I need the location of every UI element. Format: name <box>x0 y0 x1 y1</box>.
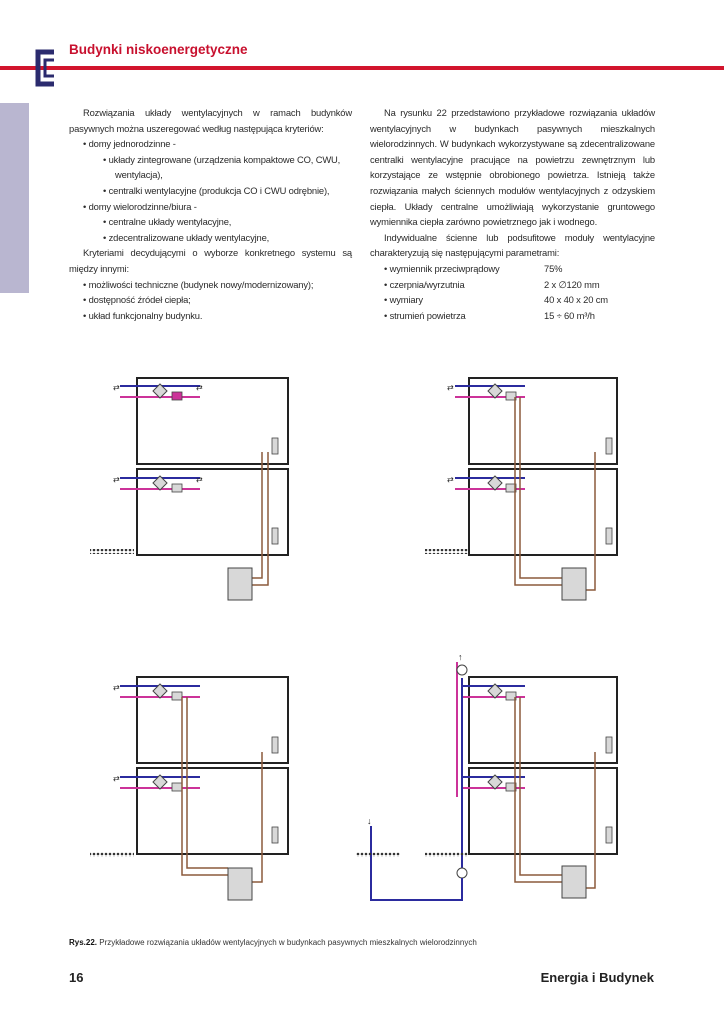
scheme-top-left <box>90 378 288 600</box>
caption-label: Rys.22. <box>69 938 98 947</box>
list-item: • dostępność źródeł ciepła; <box>83 294 191 306</box>
scheme-bottom-right <box>356 652 617 900</box>
list-item: • układ funkcjonalny budynku. <box>83 309 203 321</box>
figure-caption <box>69 938 477 947</box>
ventilation-diagram <box>0 350 724 930</box>
right-para-1: Na rysunku 22 przedstawiono przykładowe rozwiązania układów wentylacyjnych w budynkach pasywnych mieszkalnych wielorodzinnych. W budynkach wykorzystywane są zdecentralizowane centralki wentylacyjne pracujące na powietrzu zewnętrznym lub korzystające ze wstępnie obrobionego powietrza. Istnieją także rozwiązania małych ściennych modułów wentylacyjnych z odzyskiem ciepła. Układy centralne umożliwiają wykorzystanie gruntowego wymiennika ciepła zarówno powietrznego jak i wodnego. <box>370 107 655 228</box>
param-row: • strumień powietrza 15 ÷ 60 m³/h <box>384 309 595 321</box>
scheme-top-right <box>425 378 617 600</box>
param-row: • wymiary 40 x 40 x 20 cm <box>384 294 608 306</box>
page-number: 16 <box>69 970 84 985</box>
svg-text:⇄: ⇄ <box>447 475 454 484</box>
left-column <box>69 105 352 323</box>
magazine-title: Energia i Budynek <box>540 970 654 985</box>
left-intro: Rozwiązania układy wentylacyjnych w ramach budynków pasywnych można uszeregować według następująca kryteriów: <box>69 107 352 134</box>
svg-text:⇄: ⇄ <box>113 774 120 783</box>
list-item: • centralne układy wentylacyjne, <box>103 216 232 228</box>
header-logo <box>0 44 60 90</box>
right-column <box>370 105 655 323</box>
svg-text:↓: ↓ <box>367 816 372 826</box>
svg-text:⇄: ⇄ <box>113 383 120 392</box>
svg-text:⇄: ⇄ <box>447 383 454 392</box>
param-row: • czerpnia/wyrzutnia 2 x ∅120 mm <box>384 278 600 290</box>
svg-text:⇄: ⇄ <box>113 475 120 484</box>
svg-text:↑: ↑ <box>458 652 463 662</box>
param-row: • wymiennik przeciwprądowy 75% <box>384 262 563 274</box>
svg-text:⇄: ⇄ <box>196 383 203 392</box>
left-criteria: Kryteriami decydującymi o wyborze konkretnego systemu są między innymi: <box>69 247 352 274</box>
list-item: • centralki wentylacyjne (produkcja CO i CWU odrębnie), <box>103 184 330 196</box>
page-header-title: Budynki niskoenergetyczne <box>69 42 248 57</box>
header-rule <box>60 66 724 70</box>
list-item: • domy jednorodzinne - <box>83 138 176 150</box>
svg-text:⇄: ⇄ <box>113 683 120 692</box>
list-item: • układy zintegrowane (urządzenia kompaktowe CO, CWU, <box>103 153 341 165</box>
list-item: • domy wielorodzinne/biura - <box>83 200 197 212</box>
list-item: wentylacja), <box>115 169 163 181</box>
svg-text:⇄: ⇄ <box>196 475 203 484</box>
list-item: • zdecentralizowane układy wentylacyjne, <box>103 231 270 243</box>
scheme-bottom-left <box>90 677 288 900</box>
list-item: • możliwości techniczne (budynek nowy/modernizowany); <box>83 278 314 290</box>
side-tab <box>0 103 29 293</box>
right-para-2: Indywidualne ścienne lub podsufitowe moduły wentylacyjne charakteryzują się następującymi parametrami: <box>370 231 655 259</box>
caption-text: Przykładowe rozwiązania układów wentylacyjnych w budynkach pasywnych mieszkalnych wielorodzinnych <box>97 938 477 947</box>
